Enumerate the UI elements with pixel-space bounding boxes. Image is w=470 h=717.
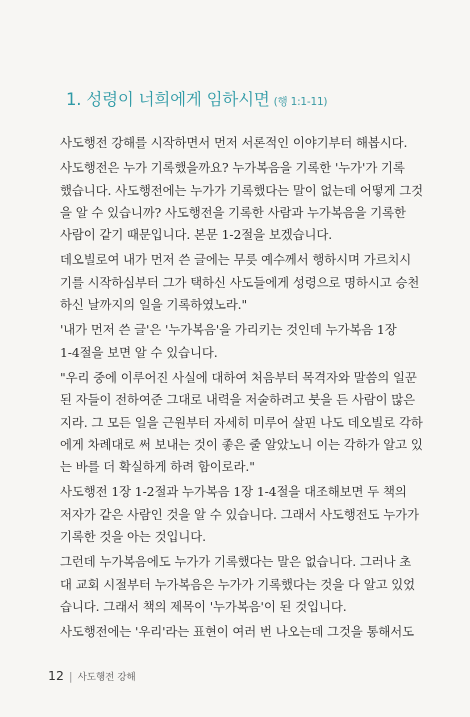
text-line: 1-4절을 보면 알 수 있습니다. [60,344,218,360]
paragraph [48,367,428,478]
text-line: 는 바를 더 확실하게 하려 함이로라." [60,459,255,475]
text-line: 사람이 같기 때문입니다. 본문 1-2절을 보겠습니다. [60,227,333,243]
text-line: 지라. 그 모든 일을 근원부터 자세히 미루어 살핀 나도 데오빌로 각하 [60,414,423,430]
chapter-title: 1. 성령이 너희에게 임하시면 [66,90,270,109]
footer-divider: | [68,670,73,683]
scripture-reference: (행 1:1-11) [273,96,328,108]
text-line: 사도행전에는 '우리'라는 표현이 여러 번 나오는데 그것을 통해서도 [60,624,414,640]
paragraph [48,157,428,246]
text-line: 하신 날까지의 일을 기록하였노라." [60,297,248,313]
paragraph [48,481,428,548]
text-line: 대 교회 시절부터 누가복음은 누가가 기록했다는 것을 다 알고 있었 [60,576,416,592]
running-book-title: 사도행전 강해 [77,672,136,683]
text-line: 사도행전 1장 1-2절과 누가복음 1장 1-4절을 대조해보면 두 책의 [60,484,407,500]
chapter-heading [66,86,327,110]
paragraph [48,551,428,618]
text-line: 데오빌로여 내가 먼저 쓴 글에는 무릇 예수께서 행하시며 가르치시 [60,252,412,268]
paragraph [48,621,428,643]
text-line: 그런데 누가복음에도 누가가 기록했다는 말은 없습니다. 그러나 초 [60,554,412,570]
text-line: 을 알 수 있습니까? 사도행전을 기록한 사람과 누가복음을 기록한 [60,204,406,220]
text-line: 기를 시작하심부터 그가 택하신 사도들에게 성령으로 명하시고 승천 [60,274,420,290]
paragraph [48,319,428,364]
text-line: 에게 차례대로 써 보내는 것이 좋은 줄 알았노니 이는 각하가 알고 있 [60,436,423,452]
body-text [48,132,428,647]
text-line: 사도행전은 누가 기록했을까요? 누가복음을 기록한 '누가'가 기록 [60,160,405,176]
text-line: 저자가 같은 사람인 것을 알 수 있습니다. 그래서 사도행전도 누가가 [60,506,419,522]
text-line: "우리 중에 이루어진 사실에 대하여 처음부터 목격자와 말씀의 일꾼 [60,369,417,385]
text-line: 습니다. 그래서 책의 제목이 '누가복음'이 된 것입니다. [60,598,347,614]
text-line: 된 자들이 전하여준 그대로 내력을 저술하려고 붓을 든 사람이 많은 [60,392,416,408]
text-line: 사도행전 강해를 시작하면서 먼저 서론적인 이야기부터 해봅시다. [60,135,408,150]
paragraph [48,132,428,154]
paragraph [48,249,428,316]
text-line: '내가 먼저 쓴 글'은 '누가복음'을 가리키는 것인데 누가복음 1장 [60,322,397,338]
page-footer [48,668,136,683]
text-line: 했습니다. 사도행전에는 누가가 기록했다는 말이 없는데 어떻게 그것 [60,182,424,198]
page-number: 12 [48,668,64,683]
text-line: 기록한 것을 아는 것입니다. [60,529,206,545]
